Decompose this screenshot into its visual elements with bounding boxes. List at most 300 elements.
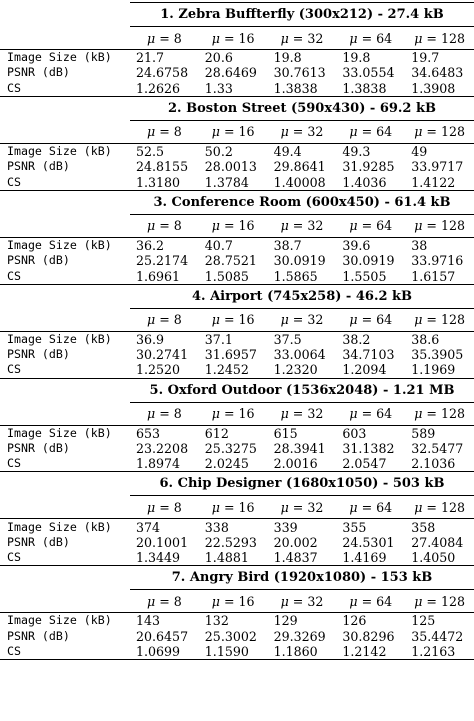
equals-sign: =: [357, 30, 377, 46]
value-cell: 25.3002: [204, 628, 257, 644]
mu-value: 128: [440, 312, 465, 328]
mu-header-cell: [268, 308, 337, 331]
value-cell: 339: [268, 519, 337, 535]
mu-header-cell: [405, 496, 474, 519]
value-cell: 22.5293: [204, 534, 257, 550]
mu-symbol: μ: [280, 30, 289, 46]
value-cell: 34.7103: [342, 347, 395, 363]
results-table-body: [0, 3, 474, 660]
mu-header-cell: [336, 402, 405, 425]
mu-symbol: μ: [211, 124, 220, 140]
mu-value: 16: [238, 499, 255, 515]
image-title-row: [0, 190, 474, 214]
mu-value: 64: [376, 30, 393, 46]
mu-symbol: μ: [147, 124, 156, 140]
mu-symbol: μ: [211, 30, 220, 46]
row-label: CS: [0, 362, 130, 378]
row-label: CS: [0, 174, 130, 190]
equals-sign: =: [219, 593, 239, 609]
data-row-cs: [0, 268, 474, 284]
value-cell: 34.6483: [411, 65, 464, 81]
mu-header-cell: [405, 402, 474, 425]
mu-value: 128: [440, 124, 465, 140]
value-cell: 1.4881: [199, 550, 268, 566]
mu-symbol: μ: [211, 406, 220, 422]
mu-header-cell: [268, 590, 337, 613]
blank-cell: [0, 120, 130, 143]
value-cell: 30.7613: [273, 65, 326, 81]
data-row-psnr: [0, 347, 474, 362]
data-row-psnr: [0, 159, 474, 174]
value-cell: 1.2452: [199, 362, 268, 378]
value-cell: 1.40008: [268, 174, 337, 190]
row-label: PSNR (dB): [7, 441, 70, 455]
mu-value: 8: [173, 593, 182, 609]
mu-value: 64: [376, 593, 393, 609]
mu-symbol: μ: [280, 312, 289, 328]
mu-header-cell: [268, 27, 337, 50]
data-row-cs: [0, 644, 474, 660]
value-cell: 21.7: [130, 50, 199, 66]
value-cell: 19.7: [405, 50, 474, 66]
row-label: Image Size (kB): [0, 519, 130, 535]
value-cell: 1.1969: [405, 362, 474, 378]
value-cell: 52.5: [130, 143, 199, 159]
mu-value: 32: [307, 30, 324, 46]
equals-sign: =: [288, 499, 308, 515]
equals-sign: =: [422, 406, 441, 422]
mu-value: 8: [173, 406, 182, 422]
data-row-cs: [0, 174, 474, 190]
mu-value: 8: [173, 30, 182, 46]
image-title: 6. Chip Designer (1680x1050) - 503 kB: [130, 472, 474, 496]
equals-sign: =: [288, 593, 308, 609]
image-title-row: [0, 566, 474, 590]
value-cell: 30.0919: [342, 253, 395, 269]
value-cell: 23.2208: [136, 441, 189, 456]
mu-symbol: μ: [147, 406, 156, 422]
data-row-size: [0, 50, 474, 66]
value-cell: 1.6961: [130, 268, 199, 284]
value-cell: 28.0013: [204, 159, 257, 175]
value-cell: 20.002: [273, 534, 318, 550]
blank-cell: [0, 96, 130, 120]
value-cell: 355: [336, 519, 405, 535]
row-label: Image Size (kB): [0, 143, 130, 159]
value-cell: 125: [405, 613, 474, 629]
equals-sign: =: [219, 406, 239, 422]
mu-header-cell: [336, 214, 405, 237]
value-cell: 31.1382: [342, 441, 395, 456]
mu-symbol: μ: [211, 218, 220, 234]
mu-symbol: μ: [147, 499, 156, 515]
mu-value: 32: [307, 406, 324, 422]
equals-sign: =: [155, 406, 174, 422]
value-cell: 40.7: [199, 237, 268, 253]
blank-cell: [0, 190, 130, 214]
value-cell: 37.1: [199, 331, 268, 347]
mu-header-cell: [268, 496, 337, 519]
equals-sign: =: [288, 406, 308, 422]
data-row-size: [0, 519, 474, 535]
value-cell: 24.8155: [136, 159, 189, 175]
value-cell: 19.8: [336, 50, 405, 66]
equals-sign: =: [422, 312, 441, 328]
mu-header-row: [0, 496, 474, 519]
equals-sign: =: [288, 124, 308, 140]
value-cell: 20.6457: [136, 628, 189, 644]
value-cell: 32.5477: [411, 441, 464, 456]
blank-cell: [0, 308, 130, 331]
equals-sign: =: [422, 124, 441, 140]
blank-cell: [0, 566, 130, 590]
mu-header-cell: [130, 496, 199, 519]
mu-header-cell: [336, 496, 405, 519]
equals-sign: =: [219, 218, 239, 234]
equals-sign: =: [357, 218, 377, 234]
value-cell: 589: [405, 425, 474, 441]
value-cell: 1.2163: [405, 644, 474, 660]
mu-header-cell: [199, 496, 268, 519]
mu-value: 128: [440, 499, 465, 515]
mu-value: 64: [376, 124, 393, 140]
value-cell: 1.2142: [336, 644, 405, 660]
mu-symbol: μ: [147, 218, 156, 234]
value-cell: 25.3275: [204, 441, 257, 456]
equals-sign: =: [422, 218, 441, 234]
equals-sign: =: [155, 124, 174, 140]
row-label: PSNR (dB): [7, 628, 70, 643]
value-cell: 31.6957: [204, 347, 257, 363]
data-row-size: [0, 237, 474, 253]
value-cell: 33.9717: [411, 159, 464, 175]
value-cell: 1.1860: [268, 644, 337, 660]
mu-header-cell: [199, 308, 268, 331]
mu-value: 64: [376, 406, 393, 422]
equals-sign: =: [357, 593, 377, 609]
blank-cell: [0, 214, 130, 237]
value-cell: 1.4169: [336, 550, 405, 566]
value-cell: 33.0554: [342, 65, 395, 81]
value-cell: 1.3784: [199, 174, 268, 190]
value-cell: 30.8296: [342, 628, 395, 644]
blank-cell: [0, 496, 130, 519]
value-cell: 653: [130, 425, 199, 441]
mu-header-cell: [405, 27, 474, 50]
value-cell: 35.3905: [411, 347, 464, 363]
value-cell: 338: [199, 519, 268, 535]
value-cell: 28.3941: [273, 441, 326, 456]
blank-cell: [0, 3, 130, 27]
value-cell: 27.4084: [411, 534, 464, 550]
value-cell: 38.2: [336, 331, 405, 347]
mu-symbol: μ: [147, 593, 156, 609]
row-label: PSNR (dB): [7, 534, 70, 549]
mu-value: 8: [173, 499, 182, 515]
value-cell: 33.0064: [273, 347, 326, 363]
value-cell: 374: [130, 519, 199, 535]
value-cell: 35.4472: [411, 628, 464, 644]
mu-value: 32: [307, 124, 324, 140]
value-cell: 30.0919: [273, 253, 326, 269]
mu-value: 128: [440, 30, 465, 46]
mu-symbol: μ: [349, 593, 358, 609]
row-label: Image Size (kB): [0, 50, 130, 66]
equals-sign: =: [422, 593, 441, 609]
row-label: Image Size (kB): [0, 331, 130, 347]
value-cell: 1.4837: [268, 550, 337, 566]
value-cell: 1.4036: [336, 174, 405, 190]
value-cell: 1.2626: [130, 81, 199, 97]
value-cell: 19.8: [268, 50, 337, 66]
mu-header-cell: [130, 120, 199, 143]
value-cell: 2.1036: [405, 456, 474, 472]
row-label: CS: [0, 644, 130, 660]
value-cell: 38.7: [268, 237, 337, 253]
value-cell: 1.6157: [405, 268, 474, 284]
mu-header-cell: [130, 27, 199, 50]
value-cell: 132: [199, 613, 268, 629]
mu-header-cell: [199, 120, 268, 143]
row-label: PSNR (dB): [7, 159, 70, 174]
value-cell: 2.0547: [336, 456, 405, 472]
equals-sign: =: [357, 499, 377, 515]
image-title: 5. Oxford Outdoor (1536x2048) - 1.21 MB: [130, 378, 474, 402]
data-row-psnr: [0, 253, 474, 268]
mu-symbol: μ: [349, 406, 358, 422]
value-cell: 20.6: [199, 50, 268, 66]
row-label: Image Size (kB): [0, 237, 130, 253]
mu-value: 64: [376, 312, 393, 328]
data-row-psnr: [0, 65, 474, 80]
value-cell: 1.3449: [130, 550, 199, 566]
mu-symbol: μ: [211, 312, 220, 328]
data-row-size: [0, 331, 474, 347]
value-cell: 1.3838: [336, 81, 405, 97]
mu-symbol: μ: [147, 30, 156, 46]
value-cell: 31.9285: [342, 159, 395, 175]
mu-value: 128: [440, 218, 465, 234]
image-title-row: [0, 3, 474, 27]
value-cell: 612: [199, 425, 268, 441]
equals-sign: =: [422, 30, 441, 46]
value-cell: 126: [336, 613, 405, 629]
equals-sign: =: [288, 218, 308, 234]
mu-symbol: μ: [349, 124, 358, 140]
row-label: Image Size (kB): [0, 613, 130, 629]
value-cell: 1.4050: [405, 550, 474, 566]
mu-symbol: μ: [280, 218, 289, 234]
mu-symbol: μ: [414, 406, 423, 422]
image-title: 3. Conference Room (600x450) - 61.4 kB: [130, 190, 474, 214]
mu-value: 32: [307, 499, 324, 515]
equals-sign: =: [219, 124, 239, 140]
value-cell: 1.3180: [130, 174, 199, 190]
equals-sign: =: [155, 312, 174, 328]
mu-header-cell: [130, 308, 199, 331]
value-cell: 1.2094: [336, 362, 405, 378]
value-cell: 1.5865: [268, 268, 337, 284]
data-row-size: [0, 425, 474, 441]
row-label: Image Size (kB): [0, 425, 130, 441]
value-cell: 24.5301: [342, 534, 395, 550]
mu-header-row: [0, 214, 474, 237]
image-title-row: [0, 472, 474, 496]
image-title: 7. Angry Bird (1920x1080) - 153 kB: [130, 566, 474, 590]
mu-value: 32: [307, 593, 324, 609]
value-cell: 25.2174: [136, 253, 189, 269]
mu-symbol: μ: [414, 218, 423, 234]
blank-cell: [0, 378, 130, 402]
mu-header-row: [0, 402, 474, 425]
image-title-row: [0, 378, 474, 402]
row-label: CS: [0, 456, 130, 472]
mu-value: 32: [307, 218, 324, 234]
mu-value: 16: [238, 406, 255, 422]
data-row-size: [0, 613, 474, 629]
value-cell: 39.6: [336, 237, 405, 253]
mu-header-cell: [199, 27, 268, 50]
equals-sign: =: [357, 406, 377, 422]
equals-sign: =: [155, 218, 174, 234]
value-cell: 28.7521: [204, 253, 257, 269]
mu-header-row: [0, 590, 474, 613]
value-cell: 49: [405, 143, 474, 159]
mu-symbol: μ: [349, 218, 358, 234]
mu-header-cell: [268, 214, 337, 237]
mu-value: 8: [173, 312, 182, 328]
mu-symbol: μ: [280, 593, 289, 609]
image-title: 1. Zebra Buffterfly (300x212) - 27.4 kB: [130, 3, 474, 27]
value-cell: 1.0699: [130, 644, 199, 660]
mu-symbol: μ: [349, 499, 358, 515]
equals-sign: =: [155, 30, 174, 46]
blank-cell: [0, 284, 130, 308]
mu-value: 64: [376, 499, 393, 515]
equals-sign: =: [219, 312, 239, 328]
mu-value: 16: [238, 30, 255, 46]
data-row-psnr: [0, 629, 474, 644]
mu-header-cell: [130, 402, 199, 425]
mu-header-cell: [130, 590, 199, 613]
mu-header-cell: [268, 120, 337, 143]
value-cell: 143: [130, 613, 199, 629]
value-cell: 2.0016: [268, 456, 337, 472]
mu-symbol: μ: [349, 30, 358, 46]
mu-header-cell: [130, 214, 199, 237]
value-cell: 37.5: [268, 331, 337, 347]
mu-header-cell: [405, 120, 474, 143]
data-row-size: [0, 143, 474, 159]
row-label: CS: [0, 268, 130, 284]
value-cell: 603: [336, 425, 405, 441]
value-cell: 33.9716: [411, 253, 464, 269]
blank-cell: [0, 402, 130, 425]
value-cell: 49.4: [268, 143, 337, 159]
equals-sign: =: [219, 30, 239, 46]
value-cell: 36.9: [130, 331, 199, 347]
mu-header-cell: [336, 590, 405, 613]
value-cell: 38.6: [405, 331, 474, 347]
row-label: PSNR (dB): [7, 253, 70, 268]
value-cell: 29.8641: [273, 159, 326, 175]
mu-symbol: μ: [414, 312, 423, 328]
equals-sign: =: [155, 593, 174, 609]
data-row-cs: [0, 456, 474, 472]
data-row-cs: [0, 81, 474, 97]
mu-header-row: [0, 120, 474, 143]
data-row-cs: [0, 550, 474, 566]
mu-value: 64: [376, 218, 393, 234]
mu-header-row: [0, 27, 474, 50]
mu-value: 8: [173, 124, 182, 140]
mu-value: 16: [238, 124, 255, 140]
equals-sign: =: [357, 124, 377, 140]
mu-header-cell: [336, 120, 405, 143]
row-label: PSNR (dB): [7, 65, 70, 80]
row-label: CS: [0, 550, 130, 566]
value-cell: 1.1590: [199, 644, 268, 660]
mu-symbol: μ: [280, 406, 289, 422]
value-cell: 38: [405, 237, 474, 253]
mu-value: 32: [307, 312, 324, 328]
value-cell: 1.5505: [336, 268, 405, 284]
mu-value: 128: [440, 406, 465, 422]
image-title-row: [0, 284, 474, 308]
value-cell: 20.1001: [136, 534, 189, 550]
mu-header-cell: [405, 590, 474, 613]
image-title: 2. Boston Street (590x430) - 69.2 kB: [130, 96, 474, 120]
value-cell: 615: [268, 425, 337, 441]
value-cell: 30.2741: [136, 347, 189, 363]
mu-header-cell: [405, 308, 474, 331]
mu-header-cell: [405, 214, 474, 237]
value-cell: 2.0245: [199, 456, 268, 472]
equals-sign: =: [219, 499, 239, 515]
mu-header-cell: [199, 402, 268, 425]
mu-header-cell: [268, 402, 337, 425]
value-cell: 129: [268, 613, 337, 629]
mu-header-cell: [336, 27, 405, 50]
data-row-cs: [0, 362, 474, 378]
value-cell: 358: [405, 519, 474, 535]
mu-symbol: μ: [280, 124, 289, 140]
equals-sign: =: [155, 499, 174, 515]
mu-header-cell: [199, 590, 268, 613]
value-cell: 1.2520: [130, 362, 199, 378]
value-cell: 1.8974: [130, 456, 199, 472]
value-cell: 50.2: [199, 143, 268, 159]
mu-symbol: μ: [414, 499, 423, 515]
results-table: [0, 2, 474, 660]
mu-value: 16: [238, 218, 255, 234]
equals-sign: =: [288, 30, 308, 46]
value-cell: 29.3269: [273, 628, 326, 644]
data-row-psnr: [0, 535, 474, 550]
value-cell: 49.3: [336, 143, 405, 159]
mu-header-cell: [199, 214, 268, 237]
data-row-psnr: [0, 441, 474, 456]
value-cell: 1.5085: [199, 268, 268, 284]
value-cell: 1.33: [199, 81, 268, 97]
image-title: 4. Airport (745x258) - 46.2 kB: [130, 284, 474, 308]
mu-symbol: μ: [349, 312, 358, 328]
blank-cell: [0, 472, 130, 496]
equals-sign: =: [357, 312, 377, 328]
mu-symbol: μ: [414, 30, 423, 46]
mu-value: 16: [238, 312, 255, 328]
mu-value: 16: [238, 593, 255, 609]
